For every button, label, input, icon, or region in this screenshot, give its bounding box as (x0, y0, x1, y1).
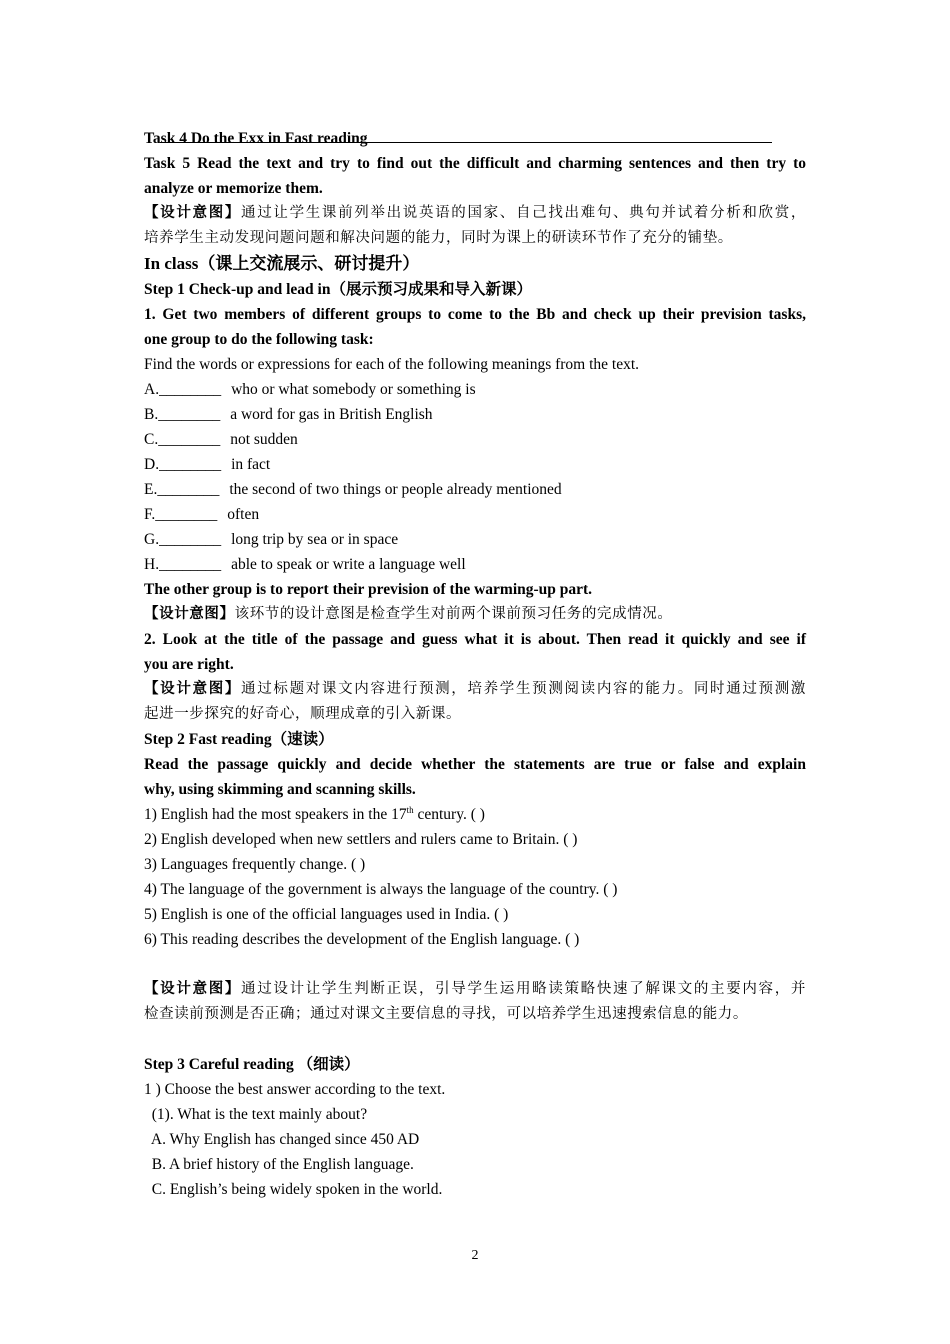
vocab-list (144, 377, 806, 577)
design-intent-4-line2: 检查读前预测是否正确；通过对课文主要信息的寻找，可以培养学生迅速搜索信息的能力。 (144, 1006, 748, 1022)
task5-line2: analyze or memorize them. (144, 180, 323, 197)
vocab-item: A.________ who or what somebody or something is (144, 381, 476, 398)
design-intent-3-line2: 起进一步探究的好奇心，顺理成章的引入新课。 (144, 706, 462, 722)
step1-item1-line1: 1. Get two members of different groups to come to the Bb and check up their prevision tasks, (144, 306, 806, 323)
page-number: 2 (471, 1248, 479, 1263)
task4: Task 4 Do the Exx in Fast reading (144, 130, 368, 147)
step1-heading: Step 1 Check-up and lead in（展示预习成果和导入新课） (144, 280, 532, 298)
other-group: The other group is to report their prevision of the warming-up part. (144, 581, 593, 598)
step2-instruction-line2: why, using skimming and scanning skills. (144, 781, 416, 798)
step1-item1-line2: one group to do the following task: (144, 331, 374, 348)
spacer (144, 952, 806, 977)
step2-instruction-line1: Read the passage quickly and decide whether the statements are true or false and explain (144, 756, 806, 773)
statement-1: 1) English had the most speakers in the 17th century. ( ) (144, 804, 485, 823)
question-1-option-b: B. A brief history of the English language. (144, 1156, 414, 1173)
vocab-item: F.________ often (144, 506, 260, 523)
statement-2: 2) English developed when new settlers and rulers came to Britain. ( ) (144, 831, 578, 848)
find-words-instruction: Find the words or expressions for each of the following meanings from the text. (144, 356, 640, 373)
statement-4: 4) The language of the government is always the language of the country. ( ) (144, 881, 618, 898)
statement-5: 5) English is one of the official languages used in India. ( ) (144, 906, 509, 923)
question-1-option-c: C. English’s being widely spoken in the world. (144, 1181, 443, 1198)
statement-3: 3) Languages frequently change. ( ) (144, 856, 366, 873)
step1-item2-line1: 2. Look at the title of the passage and guess what it is about. Then read it quickly and see if (144, 631, 806, 648)
step1-item2-line2: you are right. (144, 656, 234, 673)
vocab-item: C.________ not sudden (144, 431, 298, 448)
document-body (144, 126, 806, 1202)
question-1-option-a: A. Why English has changed since 450 AD (144, 1131, 420, 1148)
statement-6: 6) This reading describes the development of the English language. ( ) (144, 931, 580, 948)
vocab-item: G.________ long trip by sea or in space (144, 531, 399, 548)
design-intent-3: 【设计意图】通过标题对课文内容进行预测，培养学生预测阅读内容的能力。同时通过预测激 (144, 681, 807, 697)
vocab-item: D.________ in fact (144, 456, 271, 473)
design-intent-1: 【设计意图】通过让学生课前列举出说英语的国家、自己找出难句、典句并试着分析和欣赏， (144, 205, 807, 221)
design-intent-4: 【设计意图】通过设计让学生判断正误，引导学生运用略读策略快速了解课文的主要内容，并 (144, 981, 807, 997)
vocab-item: H.________ able to speak or write a language well (144, 556, 466, 573)
vocab-item: E.________ the second of two things or people already mentioned (144, 481, 562, 498)
design-intent-2: 【设计意图】该环节的设计意图是检查学生对前两个课前预习任务的完成情况。 (144, 606, 673, 622)
step3-heading: Step 3 Careful reading （细读） (144, 1055, 360, 1073)
design-intent-1-line2: 培养学生主动发现问题问题和解决问题的能力，同时为课上的研读环节作了充分的铺垫。 (144, 230, 733, 246)
vocab-item: B.________ a word for gas in British English (144, 406, 433, 423)
task5-line1: Task 5 Read the text and try to find out the difficult and charming sentences and then try to (144, 155, 806, 172)
step2-heading: Step 2 Fast reading（速读） (144, 730, 334, 748)
step3-item1: 1 ) Choose the best answer according to the text. (144, 1081, 446, 1098)
spacer (144, 1027, 806, 1052)
in-class-heading: In class（课上交流展示、研讨提升） (144, 254, 420, 274)
design-tag: 【设计意图】 (144, 205, 242, 221)
question-1: (1). What is the text mainly about? (144, 1106, 368, 1123)
